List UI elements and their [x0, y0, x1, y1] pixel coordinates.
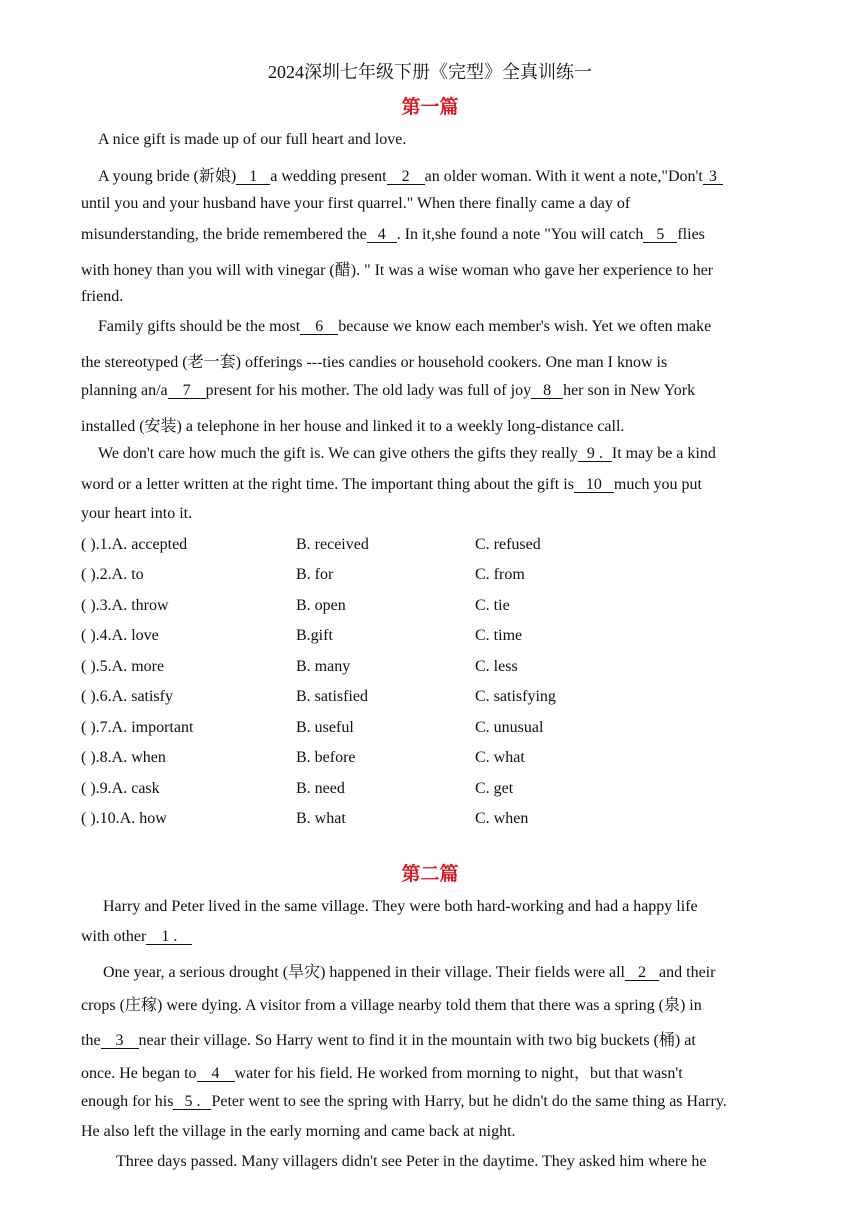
- option-question: ( ).8.A. when: [81, 749, 166, 766]
- s1-paragraph-line: Family gifts should be the most 6 because we know each member's wish. Yet we often make: [98, 318, 712, 335]
- blank-3: 3: [703, 169, 723, 185]
- option-question: ( ).1.A. accepted: [81, 536, 188, 553]
- s1-paragraph-line: friend.: [81, 288, 124, 305]
- s1-paragraph-line: A young bride (新娘) 1 a wedding present 2 an older woman. With it went a note,"Don't 3: [98, 163, 723, 186]
- option-question: ( ).2.A. to: [81, 566, 144, 583]
- option-c: C. time: [475, 627, 523, 644]
- option-c: C. get: [475, 780, 514, 797]
- s1-paragraph-line: the stereotyped (老一套) offerings ---ties candies or household cookers. One man I know is: [81, 354, 668, 371]
- blank-1: 1 .: [146, 929, 192, 945]
- option-b: B. satisfied: [296, 688, 368, 705]
- option-c: C. refused: [475, 536, 541, 553]
- option-c: C. tie: [475, 597, 510, 614]
- blank-4: 4: [197, 1066, 235, 1082]
- blank-5: 5 .: [173, 1094, 211, 1110]
- option-question: ( ).7.A. important: [81, 719, 194, 736]
- option-question: ( ).4.A. love: [81, 627, 159, 644]
- option-question: ( ).9.A. cask: [81, 780, 160, 797]
- option-b: B. open: [296, 597, 346, 614]
- s1-paragraph-line: We don't care how much the gift is. We can give others the gifts they really 9 . It may be a kind: [98, 445, 716, 462]
- s1-paragraph-line: with honey than you will with vinegar (醋). " It was a wise woman who gave her experience to her: [81, 262, 714, 279]
- option-question: ( ).10.A. how: [81, 810, 167, 827]
- option-c: C. from: [475, 566, 525, 583]
- blank-2: 2: [625, 965, 659, 981]
- s2-paragraph-line: with other 1 .: [81, 928, 192, 946]
- blank-3: 3: [101, 1033, 139, 1049]
- s2-paragraph-line: Three days passed. Many villagers didn't see Peter in the daytime. They asked him where he: [116, 1153, 707, 1170]
- option-b: B.gift: [296, 627, 333, 644]
- option-c: C. satisfying: [475, 688, 556, 705]
- option-question: ( ).6.A. satisfy: [81, 688, 173, 705]
- option-b: B. received: [296, 536, 369, 553]
- section-2-heading: 第二篇: [401, 863, 459, 885]
- s2-paragraph-line: enough for his 5 . Peter went to see the spring with Harry, but he didn't do the same thing as Harry.: [81, 1093, 727, 1110]
- s1-paragraph-line: planning an/a 7 present for his mother. The old lady was full of joy 8 her son in New York: [81, 382, 696, 399]
- s1-paragraph-line: your heart into it.: [81, 505, 193, 522]
- s2-paragraph-line: He also left the village in the early morning and came back at night.: [81, 1123, 516, 1140]
- option-b: B. many: [296, 658, 351, 675]
- s2-paragraph-line: the 3 near their village. So Harry went to find it in the mountain with two big buckets (桶) at: [81, 1032, 696, 1049]
- option-b: B. what: [296, 810, 346, 827]
- option-b: B. need: [296, 780, 345, 797]
- option-c: C. what: [475, 749, 525, 766]
- option-c: C. less: [475, 658, 518, 675]
- blank-4: 4: [367, 227, 397, 243]
- section-1-heading: 第一篇: [401, 96, 459, 118]
- option-b: B. before: [296, 749, 356, 766]
- option-b: B. for: [296, 566, 334, 583]
- s2-paragraph-line: One year, a serious drought (旱灾) happened in their village. Their fields were all 2 and their: [103, 964, 716, 981]
- s2-paragraph-line: once. He began to 4 water for his field. He worked from morning to night，but that wasn't: [81, 1065, 683, 1082]
- option-b: B. useful: [296, 719, 354, 736]
- s1-paragraph-line: A nice gift is made up of our full heart and love.: [98, 131, 407, 148]
- blank-6: 6: [300, 319, 338, 335]
- option-c: C. unusual: [475, 719, 544, 736]
- option-question: ( ).3.A. throw: [81, 597, 169, 614]
- blank-8: 8: [531, 383, 563, 399]
- s1-paragraph-line: installed (安装) a telephone in her house and linked it to a weekly long-distance call.: [81, 418, 625, 435]
- s1-paragraph-line: until you and your husband have your first quarrel." When there finally came a day of: [81, 195, 631, 212]
- s2-paragraph-line: crops (庄稼) were dying. A visitor from a village nearby told them that there was a spring (泉) in: [81, 997, 702, 1014]
- blank-9: 9 .: [578, 446, 612, 462]
- option-c: C. when: [475, 810, 529, 827]
- s2-paragraph-line: Harry and Peter lived in the same village. They were both hard-working and had a happy life: [103, 898, 698, 915]
- option-question: ( ).5.A. more: [81, 658, 165, 675]
- blank-10: 10: [574, 477, 614, 493]
- s1-paragraph-line: misunderstanding, the bride remembered the 4 . In it,she found a note "You will catch 5 flies: [81, 226, 705, 243]
- s1-paragraph-line: word or a letter written at the right time. The important thing about the gift is 10 much you put: [81, 476, 702, 493]
- document-title: 2024深圳七年级下册《完型》全真训练一: [268, 62, 592, 82]
- blank-7: 7: [168, 383, 206, 399]
- blank-2: 2: [387, 169, 425, 185]
- blank-1: 1: [236, 169, 270, 185]
- blank-5: 5: [643, 227, 677, 243]
